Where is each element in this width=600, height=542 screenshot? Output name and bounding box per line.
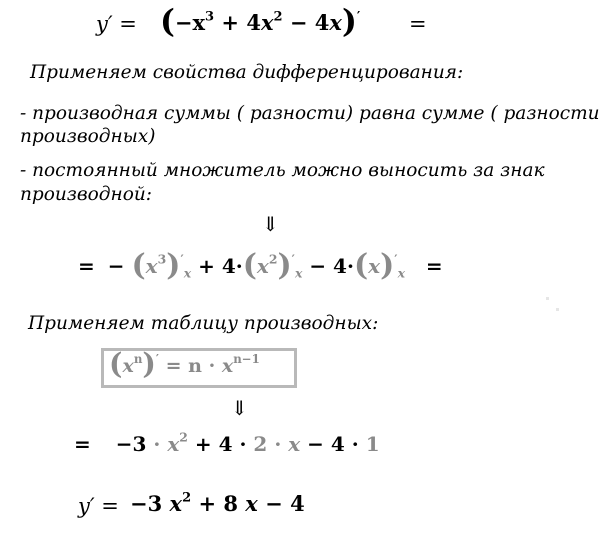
derivative-expression bbox=[96, 12, 137, 36]
rule-constant-factor-line1: - постоянный множитель можно выносить за знак bbox=[20, 160, 545, 181]
rule-constant-factor-line2: производной: bbox=[20, 184, 153, 205]
rule-sum-derivative-line2: производных) bbox=[20, 126, 156, 147]
original-function: $(-x^3 + 4x^2 - 4x)'$ bbox=[160, 2, 361, 40]
down-arrow-icon: ⇓ bbox=[262, 212, 279, 236]
lhs-y-prime: y′ = bbox=[96, 12, 137, 36]
rule-sum-derivative-line1: - производная суммы ( разности) равна сумме ( разности bbox=[20, 103, 600, 124]
equals-sign: = bbox=[409, 12, 427, 36]
power-rule-formula: $(x^n)' = n \cdot x^{n-1}$ bbox=[109, 346, 260, 381]
faint-dot bbox=[546, 297, 549, 300]
final-answer: −3 $x^2 + 8$ x − 4 bbox=[130, 490, 305, 516]
down-arrow-icon: ⇓ bbox=[231, 396, 248, 420]
faint-dot bbox=[556, 308, 559, 311]
final-answer-lhs: y′ = bbox=[78, 494, 119, 518]
heading-apply-table: Применяем таблицу производных: bbox=[28, 313, 379, 334]
applied-table-expression: = $-3 \cdot x^2 + 4 \cdot 2 \cdot x - 4 \cdot 1$ bbox=[74, 429, 380, 456]
heading-apply-properties: Применяем свойства дифференцирования: bbox=[30, 62, 464, 83]
expanded-derivative: = − $(x^3)'_x + 4\cdot(x^2)'_x - 4\cdot(x)'_x$ = bbox=[78, 247, 443, 283]
